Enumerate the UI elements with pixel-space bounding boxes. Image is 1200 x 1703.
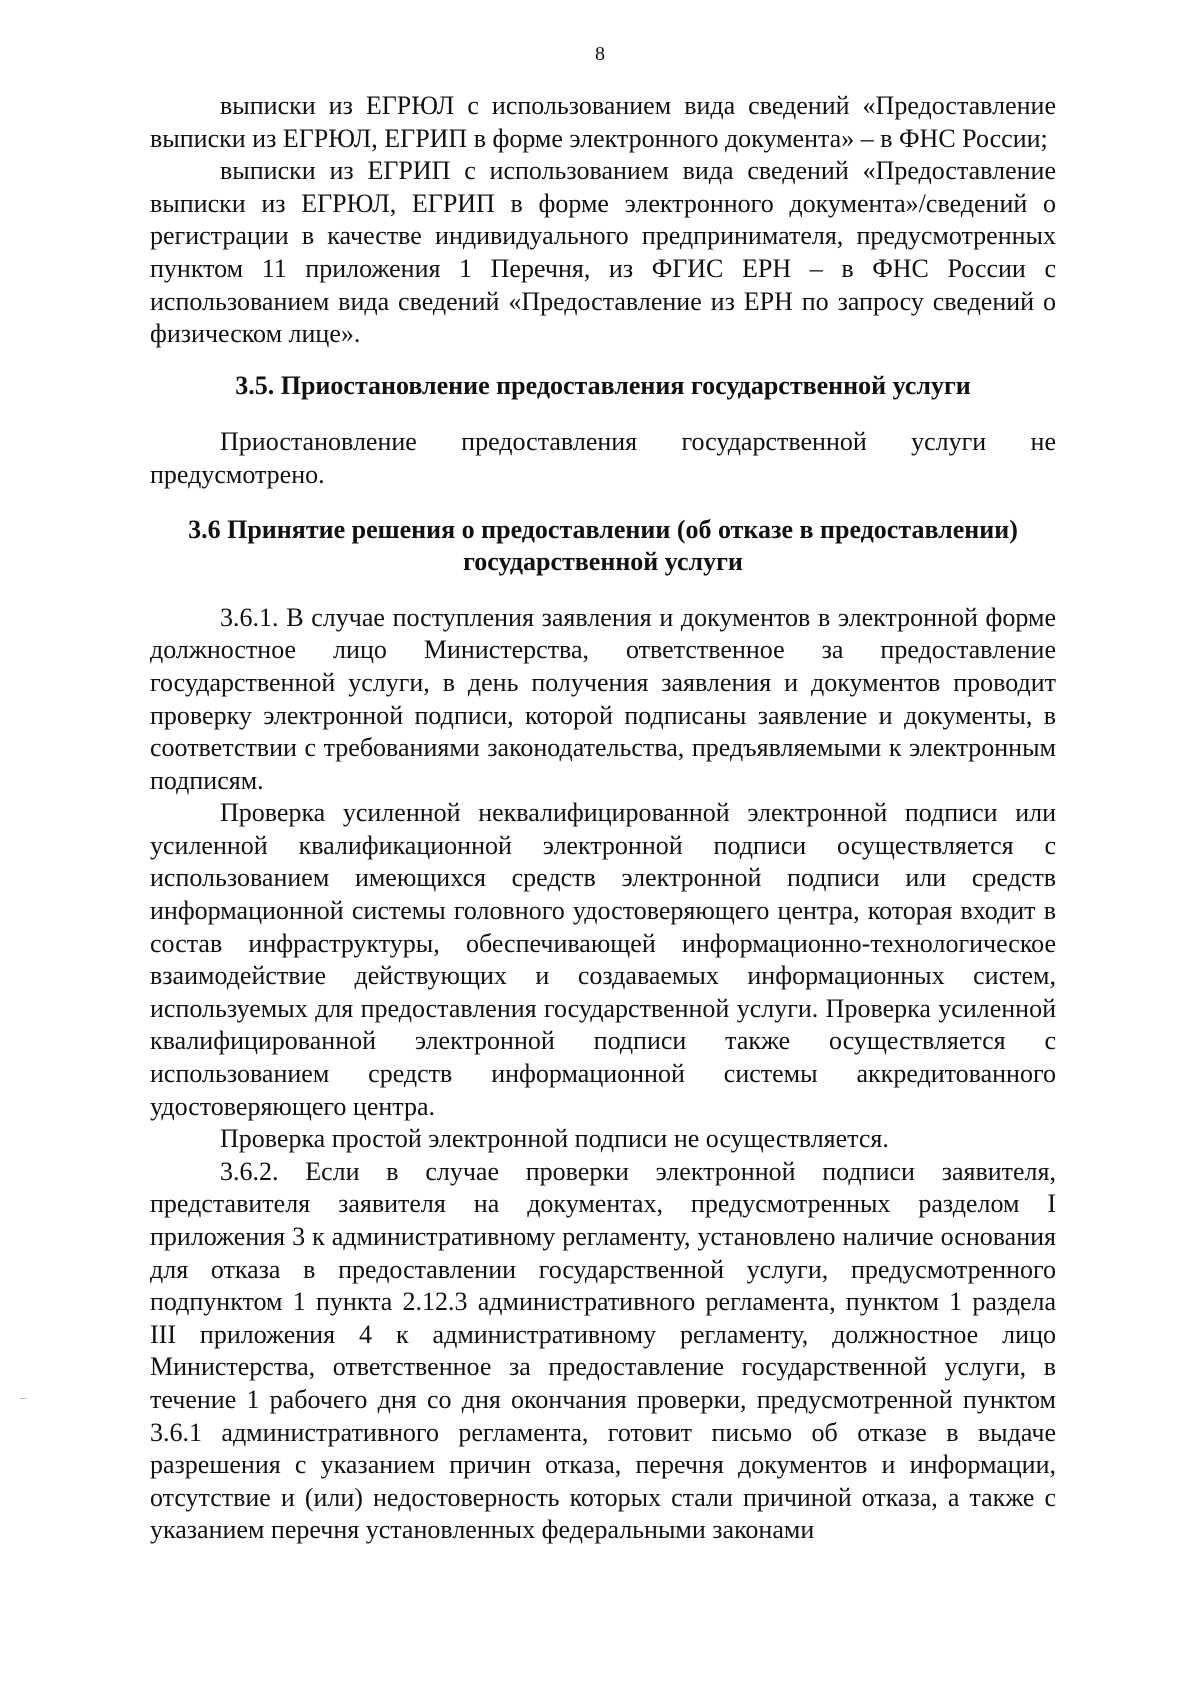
paragraph-3-6-2: 3.6.2. Если в случае проверки электронной подписи заявителя, представителя заявителя на документах, предусмотренных разделом I приложения 3 к административному регламенту, установлено наличие основания для отказа в предоставлении государственной услуги, предусмотренного подпунктом 1 пункта 2.12.3 административного регламента, пунктом 1 раздела III приложения 4 к административному регламенту, должностное лицо Министерства, ответственное за предоставление государственной услуги, в течение 1 рабочего дня со дня окончания проверки, предусмотренной пунктом 3.6.1 административного регламента, готовит письмо об отказе в выдаче разрешения с указанием причин отказа, перечня документов и информации, отсутствие и (или) недостоверность которых стали причиной отказа, а также с указанием перечня установленных федеральными законами (150, 1156, 1056, 1545)
paragraph-egrip-extract: выписки из ЕГРИП с использованием вида сведений «Предоставление выписки из ЕГРЮЛ, ЕГРИП в форме электронного документа»/сведений о регистрации в качестве индивидуального предпринимателя, предусмотренных пунктом 11 приложения 1 Перечня, из ФГИС ЕРН – в ФНС России с использованием вида сведений «Предоставление из ЕРН по запросу сведений о физическом лице». (150, 156, 1056, 349)
paragraph-egrul-extract: выписки из ЕГРЮЛ с использованием вида сведений «Предоставление выписки из ЕГРЮЛ, ЕГРИП в форме электронного документа» – в ФНС России; (150, 91, 1056, 153)
page-number: 8 (595, 43, 605, 65)
section-3-6-title: 3.6 Принятие решения о предоставлении (об отказе в предоставлении) государственной услуги (188, 514, 1018, 577)
scan-speck (20, 1398, 26, 1399)
document-body (150, 90, 1056, 1547)
paragraph-3-6-1: 3.6.1. В случае поступления заявления и документов в электронной форме должностное лицо Министерства, ответственное за предоставление государственной услуги, в день получения заявления и документов проводит проверку электронной подписи, которой подписаны заявление и документы, в соответствии с требованиями законодательства, предъявляемыми к электронным подписям. (150, 602, 1056, 795)
paragraph-signature-check: Проверка усиленной неквалифицированной электронной подписи или усиленной квалификационной электронной подписи осуществляется с использованием имеющихся средств электронной подписи или средств информационной системы головного удостоверяющего центра, которая входит в состав инфраструктуры, обеспечивающей информационно-технологическое взаимодействие действующих и создаваемых информационных систем, используемых для предоставления государственной услуги. Проверка усиленной квалифицированной электронной подписи также осуществляется с использованием средств информационной системы аккредитованного удостоверяющего центра. (150, 798, 1056, 1121)
section-3-5-title: 3.5. Приостановление предоставления государственной услуги (235, 370, 971, 400)
section-3-5-text: Приостановление предоставления государственной услуги не предусмотрено. (150, 427, 1056, 489)
paragraph-simple-signature: Проверка простой электронной подписи не осуществляется. (220, 1124, 889, 1154)
